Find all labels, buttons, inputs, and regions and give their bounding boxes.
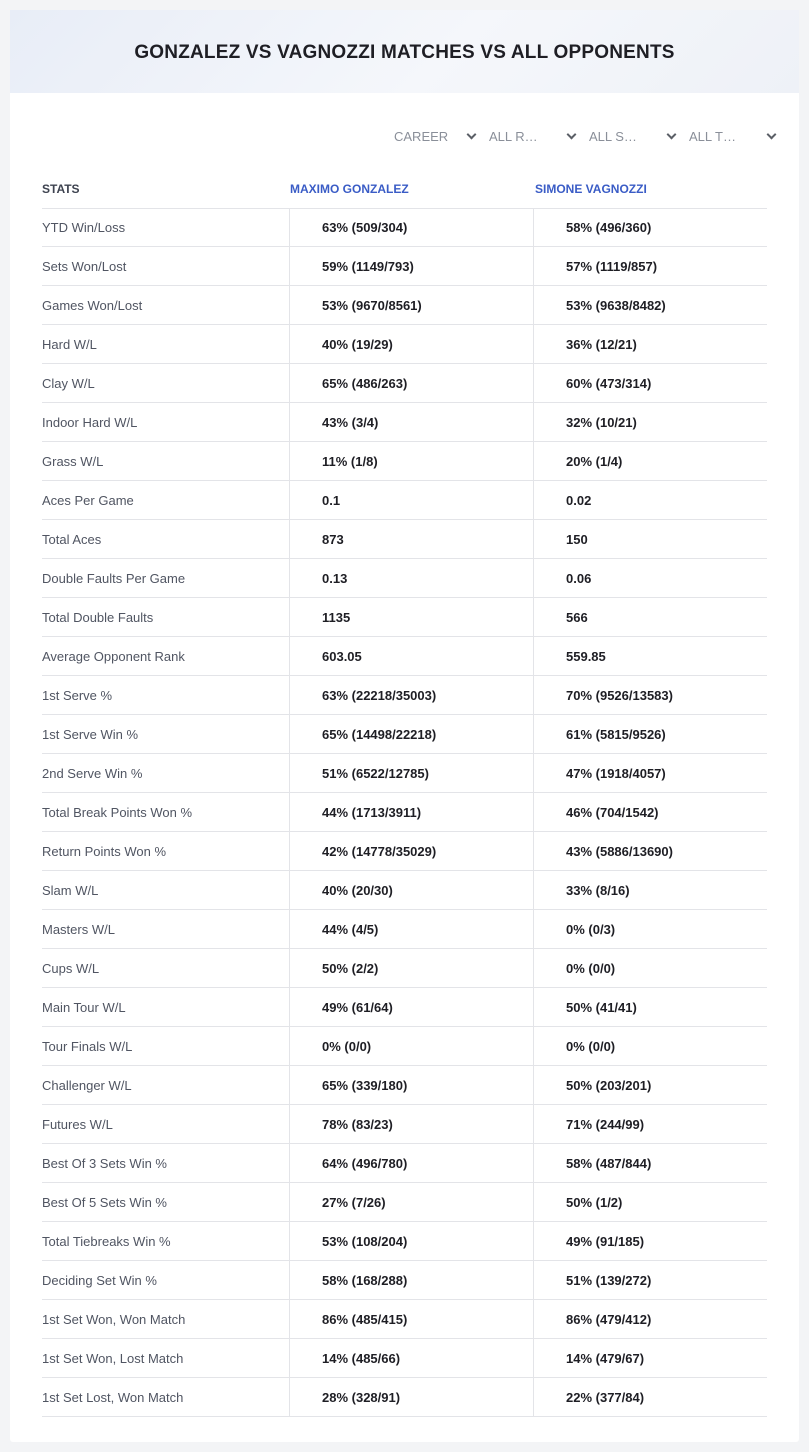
table-header xyxy=(42,170,767,209)
tournament-filter-select[interactable] xyxy=(684,125,784,147)
player1-value: 63% (22218/35003) xyxy=(289,676,533,714)
table-row xyxy=(42,1300,767,1339)
stat-label: Return Points Won % xyxy=(42,843,167,859)
stat-label: 1st Set Lost, Won Match xyxy=(42,1389,184,1405)
chevron-down-icon xyxy=(767,130,777,140)
chevron-down-icon xyxy=(667,130,677,140)
stat-label: 2nd Serve Win % xyxy=(42,765,143,781)
player2-value: 51% (139/272) xyxy=(533,1261,766,1299)
stat-label: 1st Serve % xyxy=(42,687,113,703)
player1-value: 603.05 xyxy=(289,637,533,675)
player1-value: 53% (9670/8561) xyxy=(289,286,533,324)
table-row xyxy=(42,949,767,988)
stat-label: Total Break Points Won % xyxy=(42,804,193,820)
table-row xyxy=(42,1105,767,1144)
stat-label: Futures W/L xyxy=(42,1116,113,1132)
player1-value: 65% (14498/22218) xyxy=(289,715,533,753)
table-row xyxy=(42,793,767,832)
table-row xyxy=(42,1261,767,1300)
player2-value: 58% (487/844) xyxy=(533,1144,766,1182)
stat-label: Double Faults Per Game xyxy=(42,570,186,586)
table-row xyxy=(42,286,767,325)
player1-value: 0% (0/0) xyxy=(289,1027,533,1065)
player1-value: 44% (1713/3911) xyxy=(289,793,533,831)
player2-value: 0.06 xyxy=(533,559,766,597)
player1-value: 43% (3/4) xyxy=(289,403,533,441)
player2-name-link[interactable]: SIMONE VAGNOZZI xyxy=(535,182,647,196)
stat-label: Cups W/L xyxy=(42,960,100,976)
stat-label: YTD Win/Loss xyxy=(42,219,126,235)
stat-label: Challenger W/L xyxy=(42,1077,132,1093)
player2-value: 0.02 xyxy=(533,481,766,519)
player1-value: 58% (168/288) xyxy=(289,1261,533,1299)
stat-label: Indoor Hard W/L xyxy=(42,414,138,430)
page-title: GONZALEZ VS VAGNOZZI MATCHES VS ALL OPPONENTS xyxy=(134,41,675,63)
stats-column-header: STATS xyxy=(42,182,80,196)
stat-label: Slam W/L xyxy=(42,882,99,898)
stats-table-body xyxy=(42,208,767,1417)
table-row xyxy=(42,325,767,364)
player1-value: 0.13 xyxy=(289,559,533,597)
filter-label: ALL S… xyxy=(589,128,637,144)
chevron-down-icon xyxy=(467,130,477,140)
table-row xyxy=(42,364,767,403)
player1-value: 64% (496/780) xyxy=(289,1144,533,1182)
table-row xyxy=(42,1183,767,1222)
stat-label: 1st Set Won, Lost Match xyxy=(42,1350,184,1366)
player2-value: 22% (377/84) xyxy=(533,1378,766,1416)
filter-label: CAREER xyxy=(394,128,449,144)
player2-value: 58% (496/360) xyxy=(533,208,766,246)
table-row xyxy=(42,520,767,559)
player1-value: 40% (20/30) xyxy=(289,871,533,909)
player2-value: 43% (5886/13690) xyxy=(533,832,766,870)
table-row xyxy=(42,208,767,247)
stat-label: Hard W/L xyxy=(42,336,97,352)
table-row xyxy=(42,1222,767,1261)
table-row xyxy=(42,1144,767,1183)
player2-value: 50% (41/41) xyxy=(533,988,766,1026)
player2-value: 14% (479/67) xyxy=(533,1339,766,1377)
player1-value: 86% (485/415) xyxy=(289,1300,533,1338)
player2-value: 70% (9526/13583) xyxy=(533,676,766,714)
table-row xyxy=(42,715,767,754)
player1-name-link[interactable]: MAXIMO GONZALEZ xyxy=(290,182,409,196)
player1-value: 11% (1/8) xyxy=(289,442,533,480)
stat-label: Tour Finals W/L xyxy=(42,1038,133,1054)
player2-value: 50% (203/201) xyxy=(533,1066,766,1104)
stat-label: Aces Per Game xyxy=(42,492,134,508)
player2-value: 53% (9638/8482) xyxy=(533,286,766,324)
player2-value: 566 xyxy=(533,598,766,636)
table-row xyxy=(42,676,767,715)
table-row xyxy=(42,1027,767,1066)
player1-value: 65% (339/180) xyxy=(289,1066,533,1104)
player2-value: 20% (1/4) xyxy=(533,442,766,480)
stat-label: Total Double Faults xyxy=(42,609,154,625)
stat-label: Clay W/L xyxy=(42,375,95,391)
player1-value: 1135 xyxy=(289,598,533,636)
player2-value: 47% (1918/4057) xyxy=(533,754,766,792)
round-filter-select[interactable] xyxy=(484,125,584,147)
table-row xyxy=(42,988,767,1027)
player2-value: 36% (12/21) xyxy=(533,325,766,363)
player2-value: 61% (5815/9526) xyxy=(533,715,766,753)
stat-label: Masters W/L xyxy=(42,921,115,937)
stat-label: Sets Won/Lost xyxy=(42,258,127,274)
table-row xyxy=(42,1378,767,1417)
player1-value: 65% (486/263) xyxy=(289,364,533,402)
player2-value: 33% (8/16) xyxy=(533,871,766,909)
player2-value: 50% (1/2) xyxy=(533,1183,766,1221)
career-filter-select[interactable] xyxy=(384,125,484,147)
table-row xyxy=(42,481,767,520)
table-row xyxy=(42,910,767,949)
table-row xyxy=(42,637,767,676)
player1-value: 40% (19/29) xyxy=(289,325,533,363)
table-row xyxy=(42,598,767,637)
player1-value: 63% (509/304) xyxy=(289,208,533,246)
stats-card xyxy=(10,10,799,1442)
stat-label: Deciding Set Win % xyxy=(42,1272,157,1288)
player2-value: 0% (0/3) xyxy=(533,910,766,948)
player1-value: 78% (83/23) xyxy=(289,1105,533,1143)
filter-label: ALL T… xyxy=(689,128,736,144)
player2-value: 150 xyxy=(533,520,766,558)
player2-value: 32% (10/21) xyxy=(533,403,766,441)
table-row xyxy=(42,754,767,793)
player2-value: 49% (91/185) xyxy=(533,1222,766,1260)
table-row xyxy=(42,871,767,910)
stat-label: Main Tour W/L xyxy=(42,999,126,1015)
table-row xyxy=(42,559,767,598)
stat-label: 1st Set Won, Won Match xyxy=(42,1311,186,1327)
player2-value: 60% (473/314) xyxy=(533,364,766,402)
player2-value: 86% (479/412) xyxy=(533,1300,766,1338)
player1-value: 44% (4/5) xyxy=(289,910,533,948)
player1-value: 873 xyxy=(289,520,533,558)
player1-value: 53% (108/204) xyxy=(289,1222,533,1260)
table-row xyxy=(42,247,767,286)
filter-label: ALL R… xyxy=(489,128,538,144)
stat-label: Best Of 5 Sets Win % xyxy=(42,1194,167,1210)
player1-value: 27% (7/26) xyxy=(289,1183,533,1221)
stat-label: Average Opponent Rank xyxy=(42,648,185,664)
player1-value: 28% (328/91) xyxy=(289,1378,533,1416)
stat-label: Total Aces xyxy=(42,531,102,547)
player1-value: 49% (61/64) xyxy=(289,988,533,1026)
player2-value: 0% (0/0) xyxy=(533,949,766,987)
surface-filter-select[interactable] xyxy=(584,125,684,147)
player1-value: 59% (1149/793) xyxy=(289,247,533,285)
player2-value: 0% (0/0) xyxy=(533,1027,766,1065)
filter-bar xyxy=(384,125,784,147)
table-row xyxy=(42,442,767,481)
chevron-down-icon xyxy=(567,130,577,140)
player1-value: 50% (2/2) xyxy=(289,949,533,987)
player2-value: 559.85 xyxy=(533,637,766,675)
table-row xyxy=(42,1066,767,1105)
stat-label: Games Won/Lost xyxy=(42,297,143,313)
stat-label: Grass W/L xyxy=(42,453,104,469)
player1-value: 0.1 xyxy=(289,481,533,519)
stat-label: 1st Serve Win % xyxy=(42,726,139,742)
player1-value: 51% (6522/12785) xyxy=(289,754,533,792)
player1-value: 42% (14778/35029) xyxy=(289,832,533,870)
table-row xyxy=(42,832,767,871)
player1-value: 14% (485/66) xyxy=(289,1339,533,1377)
player2-value: 57% (1119/857) xyxy=(533,247,766,285)
player2-value: 71% (244/99) xyxy=(533,1105,766,1143)
stat-label: Best Of 3 Sets Win % xyxy=(42,1155,167,1171)
player2-value: 46% (704/1542) xyxy=(533,793,766,831)
page-header xyxy=(10,10,799,93)
table-row xyxy=(42,1339,767,1378)
stat-label: Total Tiebreaks Win % xyxy=(42,1233,171,1249)
table-row xyxy=(42,403,767,442)
